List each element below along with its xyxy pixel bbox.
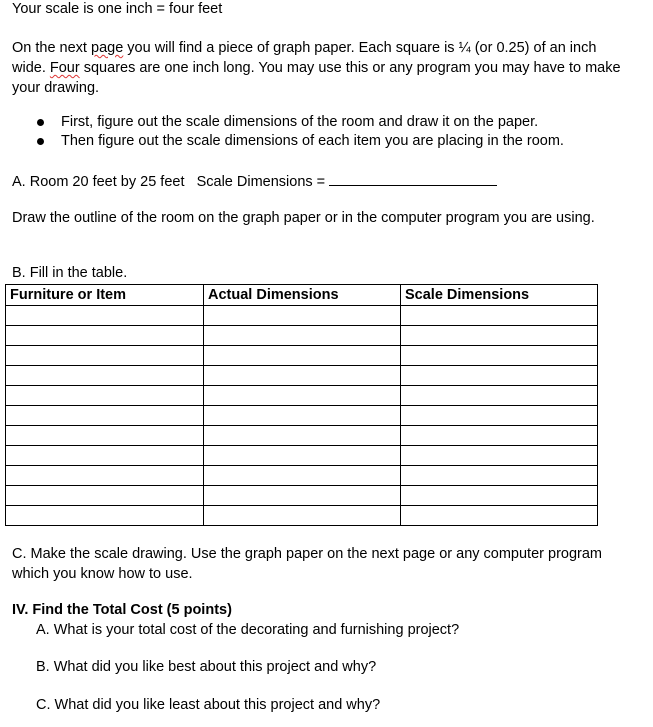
table-cell[interactable]: [204, 366, 401, 386]
question-like-least: C. What did you like least about this project and why?: [36, 697, 381, 713]
table-row: [6, 366, 598, 386]
table-cell[interactable]: [6, 446, 204, 466]
table-row: [6, 486, 598, 506]
header-scale-dimensions: Scale Dimensions: [401, 285, 598, 306]
furniture-table: [5, 284, 598, 526]
scale-statement: Your scale is one inch = four feet: [12, 1, 223, 17]
table-cell[interactable]: [401, 306, 598, 326]
table-row: [6, 306, 598, 326]
table-cell[interactable]: [6, 366, 204, 386]
room-size-text: A. Room 20 feet by 25 feet: [12, 174, 185, 190]
table-row: [6, 506, 598, 526]
table-row: [6, 466, 598, 486]
draw-outline-instruction: Draw the outline of the room on the graph paper or in the computer program you are using.: [12, 210, 595, 226]
table-row: [6, 326, 598, 346]
table-cell[interactable]: [401, 466, 598, 486]
instruction-list: [12, 113, 564, 151]
table-header-row: [6, 285, 598, 306]
table-cell[interactable]: [401, 486, 598, 506]
table-cell[interactable]: [401, 366, 598, 386]
table-row: [6, 386, 598, 406]
table-cell[interactable]: [6, 386, 204, 406]
scale-dimensions-blank[interactable]: [329, 171, 497, 186]
instruction-item: First, figure out the scale dimensions of the room and draw it on the paper.: [12, 113, 564, 132]
scale-dimensions-label: Scale Dimensions =: [196, 174, 326, 190]
table-cell[interactable]: [204, 306, 401, 326]
make-drawing-instruction: C. Make the scale drawing. Use the graph paper on the next page or any computer program which you know how to use.: [12, 546, 602, 582]
table-cell[interactable]: [401, 346, 598, 366]
table-cell[interactable]: [6, 466, 204, 486]
question-like-best: B. What did you like best about this project and why?: [36, 659, 377, 675]
table-row: [6, 406, 598, 426]
table-cell[interactable]: [6, 426, 204, 446]
fill-table-label: B. Fill in the table.: [12, 265, 128, 281]
table-cell[interactable]: [6, 486, 204, 506]
total-cost-heading: IV. Find the Total Cost (5 points): [12, 602, 232, 618]
table-row: [6, 426, 598, 446]
table-cell[interactable]: [204, 426, 401, 446]
table-cell[interactable]: [204, 346, 401, 366]
table-cell[interactable]: [401, 506, 598, 526]
question-total-cost: A. What is your total cost of the decorating and furnishing project?: [36, 622, 460, 638]
intro-paragraph: [12, 38, 632, 98]
table-cell[interactable]: [401, 326, 598, 346]
table-row: [6, 346, 598, 366]
table-cell[interactable]: [204, 506, 401, 526]
table-cell[interactable]: [6, 326, 204, 346]
intro-text-1: On the next: [12, 40, 91, 56]
header-actual-dimensions: Actual Dimensions: [204, 285, 401, 306]
intro-four-word: Four: [49, 60, 80, 76]
table-cell[interactable]: [204, 386, 401, 406]
table-cell[interactable]: [204, 406, 401, 426]
table-row: [6, 446, 598, 466]
instruction-item: Then figure out the scale dimensions of each item you are placing in the room.: [12, 132, 564, 151]
table-cell[interactable]: [401, 426, 598, 446]
header-furniture: Furniture or Item: [6, 285, 204, 306]
intro-page-word: page: [91, 40, 124, 56]
table-cell[interactable]: [204, 326, 401, 346]
table-cell[interactable]: [204, 466, 401, 486]
table-cell[interactable]: [6, 346, 204, 366]
room-size-line: [12, 171, 497, 190]
intro-text-2: you will find a piece of graph paper. Each square is ¼ (or 0.25) of an inch wide.: [12, 40, 597, 76]
table-cell[interactable]: [401, 406, 598, 426]
table-cell[interactable]: [401, 446, 598, 466]
table-cell[interactable]: [6, 506, 204, 526]
table-cell[interactable]: [204, 446, 401, 466]
table-cell[interactable]: [204, 486, 401, 506]
table-cell[interactable]: [401, 386, 598, 406]
intro-text-3: squares are one inch long. You may use this or any program you may have to make your drawing.: [12, 60, 621, 96]
table-cell[interactable]: [6, 306, 204, 326]
table-cell[interactable]: [6, 406, 204, 426]
